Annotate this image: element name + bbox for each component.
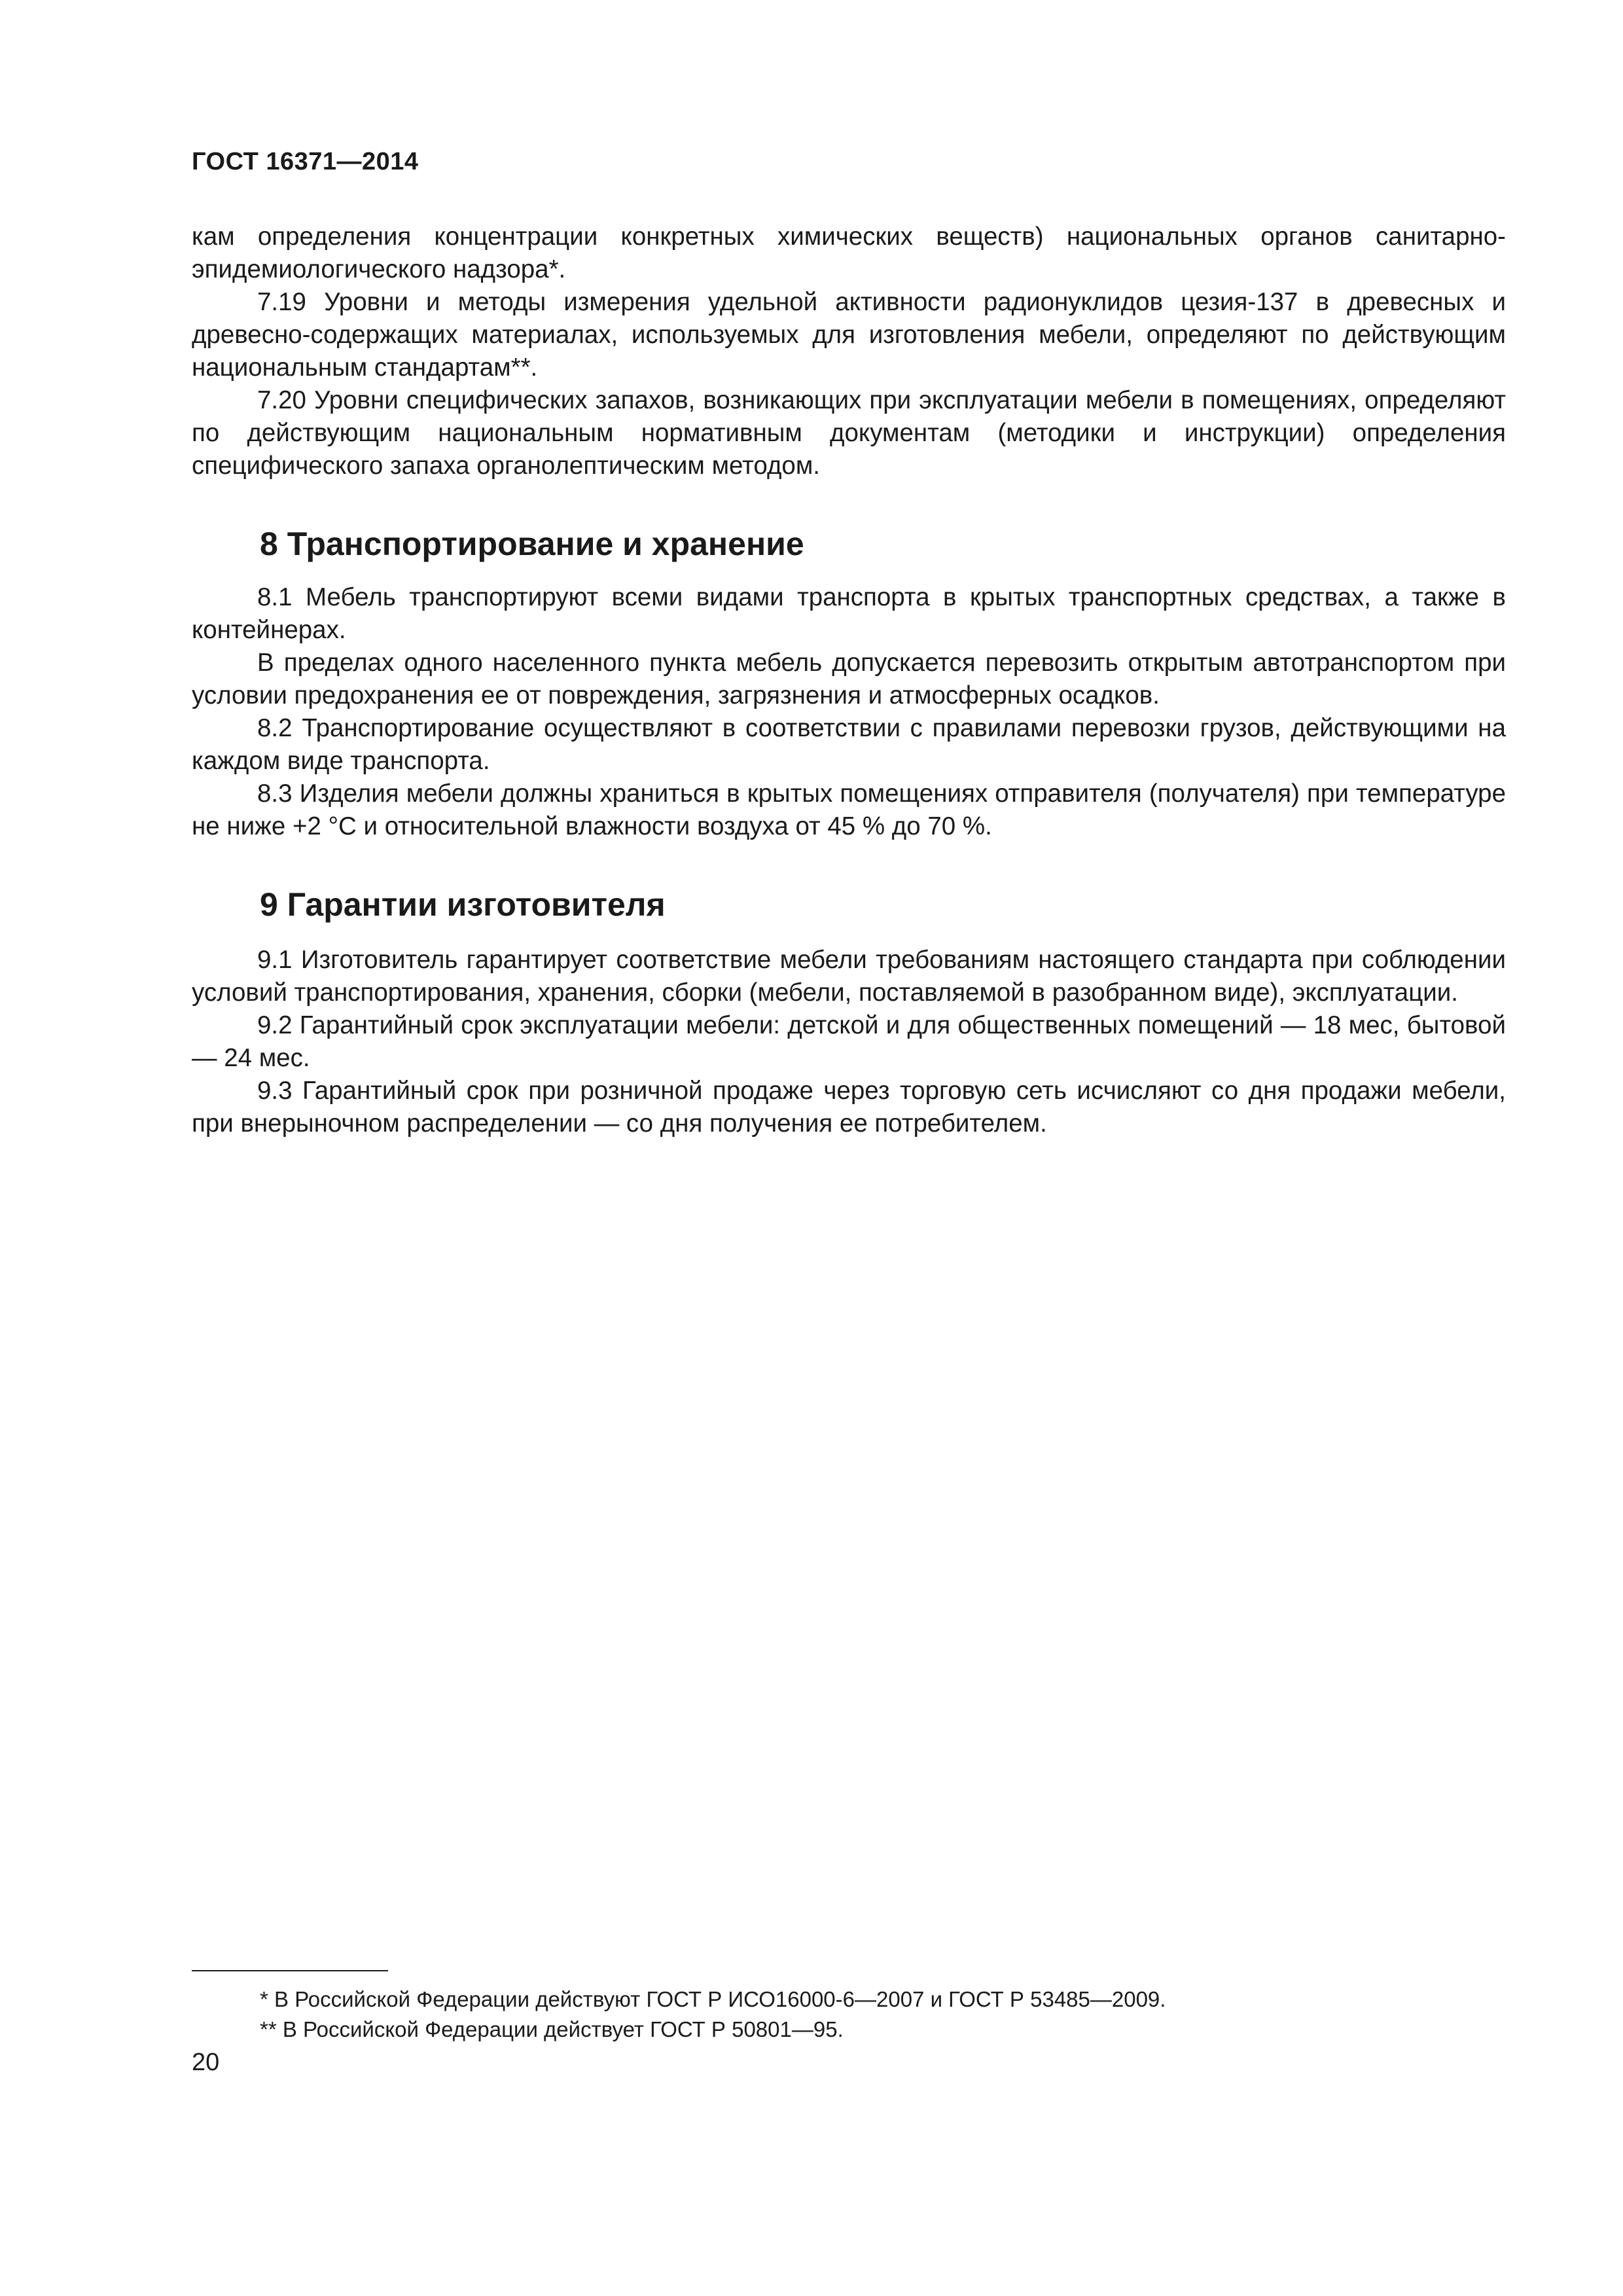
footnote-1: * В Российской Федерации действуют ГОСТ Р ИСО16000-6—2007 и ГОСТ Р 53485—2009. (260, 1987, 1166, 2011)
paragraph-9-2: 9.2 Гарантийный срок эксплуатации мебели: детской и для общественных помещений — 18 мес, бытовой — 24 мес. (192, 1011, 1506, 1072)
paragraph-9-1: 9.1 Изготовитель гарантирует соответствие мебели требованиям настоящего стандарта при соблюдении условий транспортирования, хранения, сборки (мебели, поставляемой в разобранном виде), эксплуатации. (192, 946, 1506, 1007)
section-8-heading: 8 Транспортирование и хранение (260, 526, 804, 562)
footnote-2: ** В Российской Федерации действует ГОСТ Р 50801—95. (260, 2017, 844, 2041)
paragraph-8-3: 8.3 Изделия мебели должны храниться в крытых помещениях отправителя (получателя) при температуре не ниже +2 °С и относительной влажности воздуха от 45 % до 70 %. (192, 780, 1506, 840)
footnote-separator (192, 1970, 388, 1971)
paragraph-9-3: 9.3 Гарантийный срок при розничной продаже через торговую сеть исчисляют со дня продажи мебели, при внерыночном распределении — со дня получения ее потребителем. (192, 1077, 1506, 1138)
section-7-continuation (192, 221, 1506, 482)
section-9-heading: 9 Гарантии изготовителя (260, 886, 666, 923)
paragraph-8-1-b: В пределах одного населенного пункта мебель допускается перевозить открытым автотранспортом при условии предохранения ее от повреждения, загрязнения и атмосферных осадков. (192, 649, 1506, 709)
paragraph-7-18-continuation: кам определения концентрации конкретных химических веществ) национальных органов санитарно-эпидемиологического надзора*. (192, 223, 1506, 283)
paragraph-8-1: 8.1 Мебель транспортируют всеми видами транспорта в крытых транспортных средствах, а также в контейнерах. (192, 583, 1506, 644)
section-9-body (192, 944, 1506, 1140)
footnotes (260, 1984, 1166, 2045)
page-number: 20 (192, 2049, 220, 2076)
section-8-body (192, 581, 1506, 843)
paragraph-7-20: 7.20 Уровни специфических запахов, возникающих при эксплуатации мебели в помещениях, определяют по действующим национальным нормативным документам (методики и инструкции) определения специфического запаха органолептическим методом. (192, 386, 1506, 480)
paragraph-8-2: 8.2 Транспортирование осуществляют в соответствии с правилами перевозки грузов, действующими на каждом виде транспорта. (192, 714, 1506, 775)
document-header: ГОСТ 16371—2014 (192, 148, 419, 175)
paragraph-7-19: 7.19 Уровни и методы измерения удельной активности радионуклидов цезия-137 в древесных и древесно-содержащих материалах, используемых для изготовления мебели, определяют по действующим национальным стандартам**. (192, 288, 1506, 382)
